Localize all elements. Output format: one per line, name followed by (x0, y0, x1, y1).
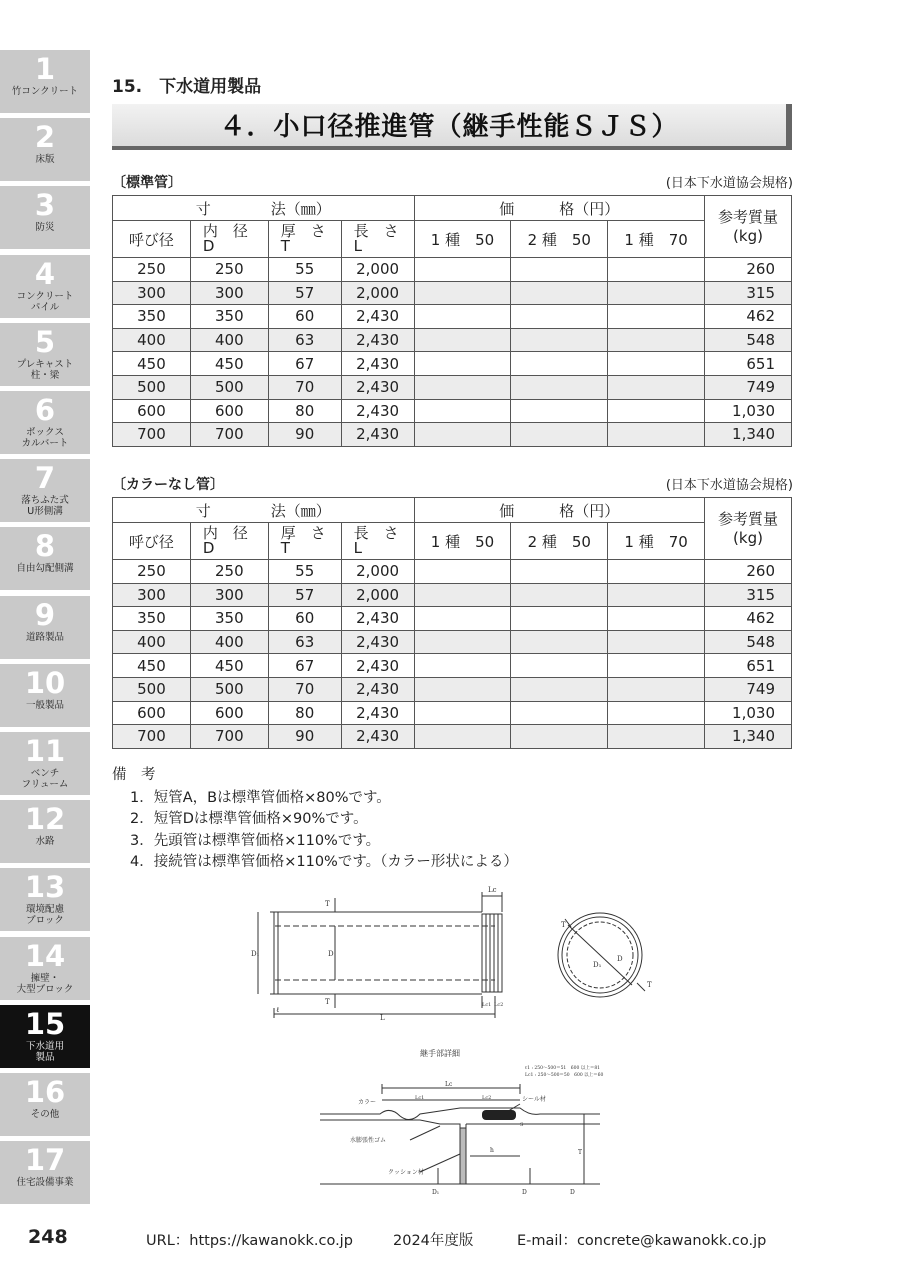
cell-p1 (414, 677, 511, 701)
sidebar-item-label: 下水道用 製品 (25, 1040, 64, 1063)
cell-nominal: 400 (113, 328, 191, 352)
cell-p2 (511, 328, 608, 352)
cell-inner: 300 (190, 583, 268, 607)
price-class2-50-header: 2 種 50 (511, 221, 608, 258)
joint-label-lc1: Lc1 (415, 1095, 425, 1101)
cell-p2 (511, 560, 608, 584)
pipe-side-drawing (250, 884, 530, 1024)
sidebar-item-6[interactable] (0, 391, 90, 454)
drawing-label-lc2: Lc2 (494, 1002, 504, 1008)
cell-length: 2,000 (341, 560, 414, 584)
thickness-header (268, 523, 341, 560)
price-group-header: 価 格（円） (414, 196, 704, 221)
remarks (112, 765, 518, 874)
sidebar-item-number: 8 (34, 529, 56, 564)
joint-label-d-right: D (570, 1189, 575, 1196)
drawing-label-lc: Lc (488, 886, 497, 894)
thickness-label: 厚 さ (280, 524, 326, 542)
length-label: 長 さ (353, 524, 399, 542)
cell-thick: 90 (268, 423, 341, 447)
page-number: 248 (28, 1226, 68, 1248)
remarks-heading: 備 考 (112, 767, 156, 783)
sidebar-item-number: 3 (34, 188, 56, 223)
joint-label-seal: シール材 (522, 1096, 546, 1103)
cell-p3 (608, 607, 705, 631)
thickness-symbol: T (280, 237, 290, 255)
table-row (113, 607, 792, 631)
mass-header (705, 196, 792, 258)
table-row (113, 258, 792, 282)
cell-mass: 315 (705, 583, 792, 607)
cell-mass: 315 (705, 281, 792, 305)
joint-label-lc2: Lc2 (482, 1095, 492, 1101)
sidebar-item-label: 水路 (35, 836, 55, 848)
cell-nominal: 450 (113, 654, 191, 678)
mass-header (705, 498, 792, 560)
cell-nominal: 400 (113, 630, 191, 654)
sidebar-item-number: 9 (34, 597, 56, 632)
price-class1-70-header: 1 種 70 (608, 221, 705, 258)
cell-mass: 1,030 (705, 399, 792, 423)
cell-p1 (414, 399, 511, 423)
cell-thick: 80 (268, 701, 341, 725)
price-group-header: 価 格（円） (414, 498, 704, 523)
cell-length: 2,430 (341, 375, 414, 399)
table1-source: (日本下水道協会規格) (665, 176, 793, 191)
cell-thick: 70 (268, 677, 341, 701)
cell-thick: 60 (268, 607, 341, 631)
sidebar-item-label: 竹コンクリート (11, 86, 79, 97)
sidebar-item-1[interactable] (0, 50, 90, 113)
sidebar-item-16[interactable] (0, 1073, 90, 1136)
joint-label-lc: Lc (445, 1081, 453, 1088)
sidebar-item-7[interactable] (0, 459, 90, 522)
cell-p2 (511, 701, 608, 725)
cell-mass: 651 (705, 654, 792, 678)
cell-thick: 70 (268, 375, 341, 399)
price-class1-50-header: 1 種 50 (414, 523, 511, 560)
sidebar-item-number: 13 (24, 870, 66, 905)
sidebar-item-label: 防災 (35, 222, 55, 234)
cell-inner: 450 (190, 352, 268, 376)
thickness-header (268, 221, 341, 258)
cell-nominal: 300 (113, 281, 191, 305)
sidebar-item-label: 道路製品 (25, 631, 64, 643)
remark-item: 2．短管Dは標準管価格×90%です。 (130, 811, 368, 827)
cell-p3 (608, 375, 705, 399)
cell-inner: 450 (190, 654, 268, 678)
page-title: ４．小口径推進管（継手性能ＳＪＳ） (219, 112, 679, 142)
cell-p3 (608, 654, 705, 678)
sidebar-item-number: 10 (24, 665, 66, 700)
table-row (113, 701, 792, 725)
cell-thick: 67 (268, 352, 341, 376)
cell-inner: 400 (190, 328, 268, 352)
price-class2-50-header: 2 種 50 (511, 523, 608, 560)
cell-p2 (511, 258, 608, 282)
length-label: 長 さ (353, 222, 399, 240)
cell-thick: 57 (268, 583, 341, 607)
table1-caption: 〔標準管〕 (112, 175, 182, 191)
cell-nominal: 300 (113, 583, 191, 607)
sidebar-item-12[interactable] (0, 800, 90, 863)
sidebar-item-17[interactable] (0, 1141, 90, 1204)
remark-item: 3．先頭管は標準管価格×110%です。 (130, 832, 381, 849)
table-row (113, 375, 792, 399)
sidebar-item-number: 15 (24, 1006, 66, 1041)
cell-thick: 55 (268, 258, 341, 282)
cell-p1 (414, 281, 511, 305)
thickness-symbol: T (280, 539, 290, 557)
cell-p3 (608, 258, 705, 282)
cell-p1 (414, 654, 511, 678)
cell-p2 (511, 305, 608, 329)
cell-inner: 300 (190, 281, 268, 305)
sidebar-item-2[interactable] (0, 118, 90, 181)
cell-length: 2,430 (341, 677, 414, 701)
cell-mass: 260 (705, 560, 792, 584)
cell-p3 (608, 423, 705, 447)
sidebar-item-11[interactable] (0, 732, 90, 795)
mass-header-label: 参考質量 (717, 207, 778, 226)
joint-detail-note2: Lc1 : 250〜500＝50 600 以上＝60 (525, 1073, 604, 1078)
table-row (113, 328, 792, 352)
cell-inner: 350 (190, 607, 268, 631)
cell-mass: 651 (705, 352, 792, 376)
joint-detail-note1: ℓ1 : 250〜500＝51 600 以上＝81 (525, 1066, 601, 1071)
inner-diameter-symbol: D (202, 539, 215, 557)
collarless-pipe-table (112, 497, 792, 749)
cell-length: 2,430 (341, 701, 414, 725)
cell-inner: 600 (190, 701, 268, 725)
table-row (113, 423, 792, 447)
cell-inner: 500 (190, 677, 268, 701)
remarks-list (112, 788, 518, 874)
section-label-d1: D₁ (593, 961, 602, 969)
sidebar-item-number: 14 (24, 938, 66, 973)
cell-p2 (511, 281, 608, 305)
sidebar-item-14[interactable] (0, 937, 90, 1000)
inner-diameter-header (190, 221, 268, 258)
nominal-header: 呼び径 (113, 221, 191, 258)
sidebar-item-15[interactable] (0, 1005, 90, 1068)
cell-p1 (414, 375, 511, 399)
sidebar-item-label: プレキャスト 柱・梁 (16, 358, 74, 381)
cell-p1 (414, 701, 511, 725)
sidebar-item-4[interactable] (0, 255, 90, 318)
cell-mass: 548 (705, 630, 792, 654)
cell-p3 (608, 305, 705, 329)
cell-p2 (511, 630, 608, 654)
cell-p2 (511, 654, 608, 678)
cell-p2 (511, 352, 608, 376)
cell-p3 (608, 399, 705, 423)
cell-p1 (414, 328, 511, 352)
section-label-t-bottom: T (647, 981, 652, 989)
cell-inner: 250 (190, 560, 268, 584)
drawing-label-lc1: Lc1 (482, 1002, 492, 1008)
cell-inner: 700 (190, 423, 268, 447)
cell-p1 (414, 258, 511, 282)
sidebar-item-number: 4 (34, 256, 56, 291)
joint-label-t: T (578, 1149, 583, 1156)
cell-thick: 80 (268, 399, 341, 423)
cell-p1 (414, 352, 511, 376)
cell-p1 (414, 423, 511, 447)
sidebar-item-label: コンクリート パイル (16, 290, 74, 313)
cell-nominal: 500 (113, 375, 191, 399)
cell-nominal: 250 (113, 258, 191, 282)
cell-mass: 1,030 (705, 701, 792, 725)
table-row (113, 677, 792, 701)
cell-p3 (608, 701, 705, 725)
sidebar-item-label: 擁壁・ 大型ブロック (16, 972, 74, 995)
table-row (113, 560, 792, 584)
sidebar-item-label: 環境配慮 ブロック (25, 904, 64, 927)
cell-inner: 250 (190, 258, 268, 282)
cell-mass: 749 (705, 375, 792, 399)
cell-p3 (608, 560, 705, 584)
table-row (113, 654, 792, 678)
mass-header-label: 参考質量 (717, 509, 778, 528)
remark-item: 4．接続管は標準管価格×110%です。（カラー形状による） (130, 854, 518, 870)
drawing-label-t-top: T (325, 900, 330, 908)
cell-inner: 350 (190, 305, 268, 329)
cell-thick: 57 (268, 281, 341, 305)
cell-nominal: 700 (113, 423, 191, 447)
table-row (113, 352, 792, 376)
cell-nominal: 350 (113, 607, 191, 631)
cell-thick: 67 (268, 654, 341, 678)
cell-p3 (608, 352, 705, 376)
cell-length: 2,000 (341, 258, 414, 282)
joint-detail-title: 継手部詳細 (420, 1049, 460, 1058)
table-row (113, 630, 792, 654)
inner-diameter-label: 内 径 (202, 524, 248, 542)
cell-p2 (511, 677, 608, 701)
cell-length: 2,430 (341, 352, 414, 376)
cell-inner: 500 (190, 375, 268, 399)
table2-caption: 〔カラーなし管〕 (112, 477, 224, 493)
sidebar-item-8[interactable] (0, 527, 90, 590)
cell-length: 2,430 (341, 725, 414, 749)
nominal-header: 呼び径 (113, 523, 191, 560)
standard-pipe-table (112, 195, 792, 447)
joint-label-d: D (522, 1189, 527, 1196)
table-row (113, 725, 792, 749)
cell-mass: 462 (705, 607, 792, 631)
drawing-label-l: L (380, 1014, 385, 1022)
cell-length: 2,430 (341, 423, 414, 447)
joint-detail-drawing (320, 1044, 610, 1204)
cell-p3 (608, 725, 705, 749)
sidebar-item-label: 住宅設備事業 (16, 1177, 74, 1189)
cell-p1 (414, 725, 511, 749)
footer-email[interactable]: E-mail：concrete@kawanokk.co.jp (517, 1233, 767, 1249)
sidebar-item-3[interactable] (0, 186, 90, 249)
cell-thick: 63 (268, 328, 341, 352)
sidebar-item-number: 2 (34, 120, 56, 155)
inner-diameter-label: 内 径 (202, 222, 248, 240)
cell-p2 (511, 583, 608, 607)
length-header (341, 221, 414, 258)
sidebar-item-label: ベンチ フリューム (21, 768, 69, 790)
sidebar-item-number: 16 (24, 1075, 66, 1109)
sidebar-item-number: 5 (34, 324, 56, 359)
cell-p3 (608, 281, 705, 305)
sidebar-item-number: 11 (24, 734, 66, 768)
cell-p1 (414, 305, 511, 329)
joint-label-s: S (520, 1122, 524, 1128)
cell-p1 (414, 607, 511, 631)
cell-p2 (511, 399, 608, 423)
cell-thick: 63 (268, 630, 341, 654)
section-label-t-top: T (561, 921, 566, 929)
remark-item: 1．短管A，Bは標準管価格×80%です。 (130, 789, 391, 806)
cell-mass: 749 (705, 677, 792, 701)
sidebar-item-label: 床版 (35, 154, 55, 166)
price-class1-70-header: 1 種 70 (608, 523, 705, 560)
joint-label-rubber: 水膨張性ゴム (350, 1137, 387, 1144)
cell-mass: 462 (705, 305, 792, 329)
cell-length: 2,430 (341, 654, 414, 678)
table-row (113, 281, 792, 305)
sidebar-item-label: その他 (30, 1109, 60, 1120)
sidebar-item-5[interactable] (0, 323, 90, 386)
mass-header-unit: (kg) (733, 226, 763, 245)
cell-mass: 260 (705, 258, 792, 282)
dimensions-group-header: 寸 法（㎜） (113, 196, 415, 221)
drawing-label-d1: D₁ (251, 950, 260, 958)
joint-label-h: h (490, 1147, 494, 1154)
cell-nominal: 600 (113, 399, 191, 423)
length-header (341, 523, 414, 560)
cell-length: 2,000 (341, 583, 414, 607)
cell-p3 (608, 328, 705, 352)
cell-p3 (608, 630, 705, 654)
table2-source: (日本下水道協会規格) (665, 478, 793, 493)
cell-thick: 55 (268, 560, 341, 584)
cell-p2 (511, 725, 608, 749)
inner-diameter-symbol: D (202, 237, 215, 255)
cell-length: 2,430 (341, 399, 414, 423)
joint-label-cushion: クッション材 (388, 1169, 424, 1176)
cell-mass: 1,340 (705, 725, 792, 749)
sidebar-item-number: 1 (34, 52, 56, 86)
cell-length: 2,000 (341, 281, 414, 305)
pipe-cross-section (545, 905, 665, 1005)
sidebar-item-number: 7 (34, 461, 56, 496)
joint-label-collar: カラー (358, 1099, 377, 1106)
cell-p2 (511, 607, 608, 631)
cell-nominal: 250 (113, 560, 191, 584)
sidebar-item-number: 12 (24, 802, 66, 837)
inner-diameter-header (190, 523, 268, 560)
cell-mass: 1,340 (705, 423, 792, 447)
section-title: 15. 下水道用製品 (112, 77, 262, 97)
mass-header-unit: (kg) (733, 528, 763, 547)
cell-p3 (608, 583, 705, 607)
cell-nominal: 700 (113, 725, 191, 749)
cell-nominal: 500 (113, 677, 191, 701)
length-symbol: L (353, 237, 363, 255)
sidebar-item-10[interactable] (0, 664, 90, 727)
cell-nominal: 600 (113, 701, 191, 725)
table-row (113, 305, 792, 329)
cell-length: 2,430 (341, 630, 414, 654)
table-row (113, 399, 792, 423)
table-row (113, 583, 792, 607)
cell-p3 (608, 677, 705, 701)
sidebar-item-number: 17 (24, 1143, 66, 1178)
drawing-label-t-bottom: T (325, 998, 330, 1006)
footer-year: 2024年度版 (393, 1233, 474, 1249)
drawing-label-ell: ℓ (276, 1006, 280, 1014)
cell-p2 (511, 375, 608, 399)
cell-length: 2,430 (341, 607, 414, 631)
cell-inner: 400 (190, 630, 268, 654)
sidebar-item-9[interactable] (0, 596, 90, 659)
sidebar-item-label: 自由勾配側溝 (16, 563, 74, 575)
cell-thick: 60 (268, 305, 341, 329)
joint-label-d1: D₁ (432, 1189, 440, 1196)
title-bar (112, 104, 792, 150)
cell-p1 (414, 560, 511, 584)
sidebar-item-label: 一般製品 (25, 699, 64, 711)
section-label-d: D (617, 955, 623, 963)
cell-mass: 548 (705, 328, 792, 352)
cell-p1 (414, 630, 511, 654)
sidebar-item-13[interactable] (0, 868, 90, 931)
cell-nominal: 350 (113, 305, 191, 329)
length-symbol: L (353, 539, 363, 557)
cell-p2 (511, 423, 608, 447)
cell-p1 (414, 583, 511, 607)
price-class1-50-header: 1 種 50 (414, 221, 511, 258)
thickness-label: 厚 さ (280, 222, 326, 240)
cell-length: 2,430 (341, 328, 414, 352)
sidebar-item-label: ボックス カルバート (21, 427, 69, 449)
cell-nominal: 450 (113, 352, 191, 376)
cell-inner: 700 (190, 725, 268, 749)
sidebar-item-number: 6 (34, 393, 56, 427)
cell-inner: 600 (190, 399, 268, 423)
sidebar-item-label: 落ちふた式 U形側溝 (21, 495, 69, 518)
dimensions-group-header: 寸 法（㎜） (113, 498, 415, 523)
drawing-label-d: D (328, 950, 334, 958)
footer-url[interactable]: URL：https://kawanokk.co.jp (146, 1233, 353, 1249)
cell-thick: 90 (268, 725, 341, 749)
cell-length: 2,430 (341, 305, 414, 329)
